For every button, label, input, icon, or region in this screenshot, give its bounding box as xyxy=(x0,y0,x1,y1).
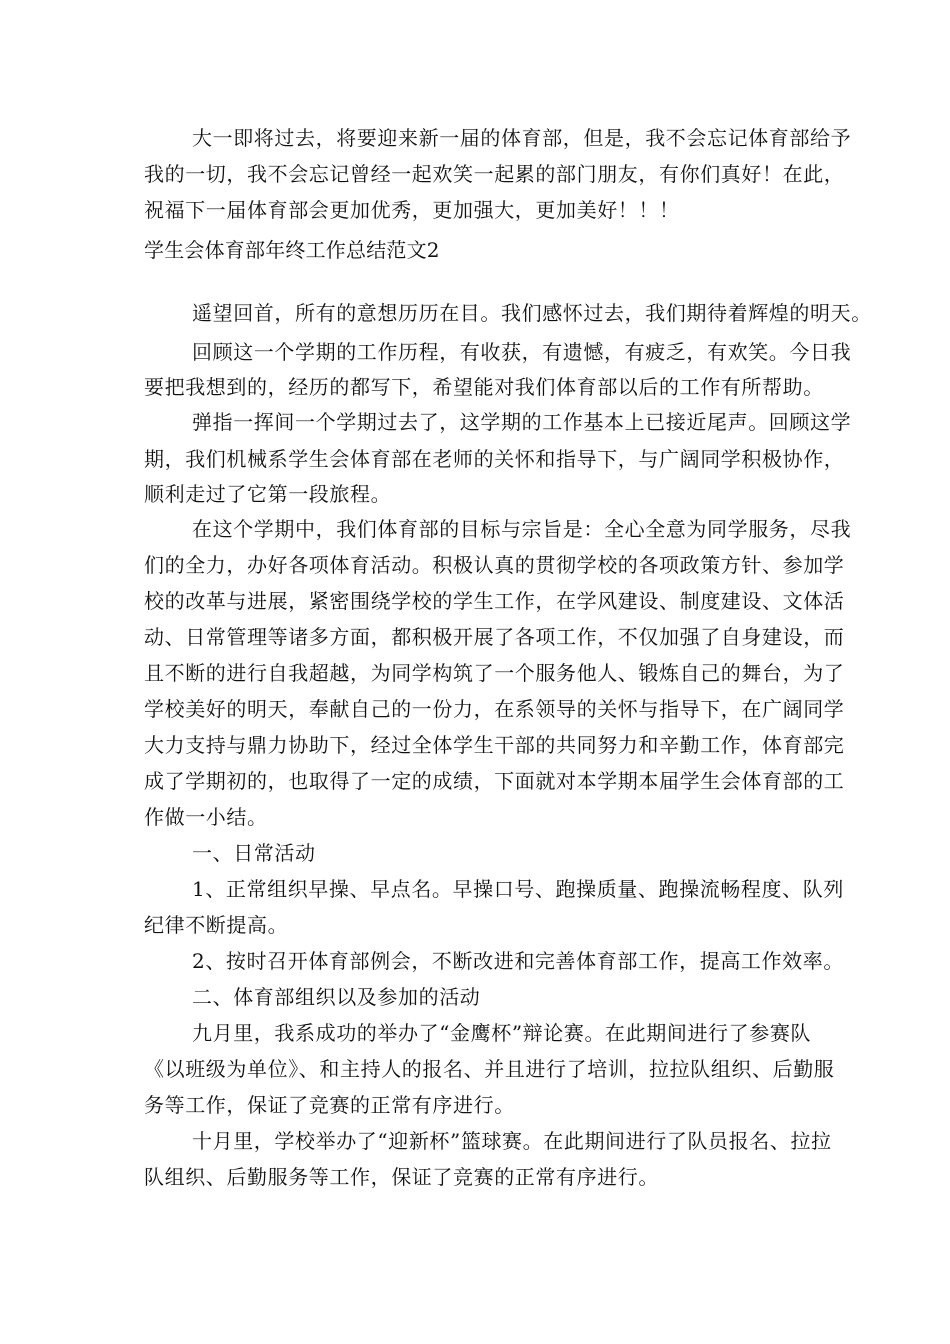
text-line: 队组织、后勤服务等工作，保证了竞赛的正常有序进行。 xyxy=(144,1165,659,1189)
text-line: 顺利走过了它第一段旅程。 xyxy=(144,482,392,506)
text-line: 学校美好的明天，奉献自己的一份力，在系领导的关怀与指导下，在广阔同学 xyxy=(144,697,845,721)
text-line: 九月里，我系成功的举办了“金鹰杯”辩论赛。在此期间进行了参赛队 xyxy=(192,1021,812,1045)
text-line: 校的改革与进展，紧密围绕学校的学生工作，在学风建设、制度建设、文体活 xyxy=(144,589,845,613)
text-line: 们的全力，办好各项体育活动。积极认真的贯彻学校的各项政策方针、参加学 xyxy=(144,553,845,577)
text-line: 回顾这一个学期的工作历程，有收获，有遗憾，有疲乏，有欢笑。今日我 xyxy=(192,340,852,364)
text-line: 大力支持与鼎力协助下，经过全体学生干部的共同努力和辛勤工作，体育部完 xyxy=(144,733,845,757)
text-line: 期，我们机械系学生会体育部在老师的关怀和指导下，与广阔同学积极协作， xyxy=(144,447,845,471)
section-heading: 一、日常活动 xyxy=(192,841,316,865)
text-line: 十月里，学校举办了“迎新杯”篮球赛。在此期间进行了队员报名、拉拉 xyxy=(192,1129,832,1153)
text-line: 《以班级为单位》、和主持人的报名、并且进行了培训，拉拉队组织、后勤服 xyxy=(144,1057,835,1081)
text-line: 大一即将过去，将要迎来新一届的体育部，但是，我不会忘记体育部给予 xyxy=(192,126,852,150)
text-line: 2、按时召开体育部例会，不断改进和完善体育部工作，提高工作效率。 xyxy=(192,949,844,973)
text-line: 动、日常管理等诸多方面，都积极开展了各项工作，不仅加强了自身建设，而 xyxy=(144,625,845,649)
text-line: 弹指一挥间一个学期过去了，这学期的工作基本上已接近尾声。回顾这学 xyxy=(192,410,852,434)
text-line: 纪律不断提高。 xyxy=(144,913,289,937)
section-heading: 二、体育部组织以及参加的活动 xyxy=(192,985,481,1009)
text-line: 务等工作，保证了竞赛的正常有序进行。 xyxy=(144,1093,515,1117)
text-line: 遥望回首，所有的意想历历在目。我们感怀过去，我们期待着辉煌的明天。 xyxy=(192,301,872,325)
text-line: 作做一小结。 xyxy=(144,805,268,829)
text-line: 祝福下一届体育部会更加优秀，更加强大，更加美好！！！ xyxy=(144,198,680,222)
text-line: 1、正常组织早操、早点名。早操口号、跑操质量、跑操流畅程度、队列 xyxy=(192,877,844,901)
text-line: 且不断的进行自我超越，为同学构筑了一个服务他人、锻炼自己的舞台，为了 xyxy=(144,661,845,685)
section-title: 学生会体育部年终工作总结范文2 xyxy=(144,238,440,262)
text-line: 成了学期初的，也取得了一定的成绩，下面就对本学期本届学生会体育部的工 xyxy=(144,769,845,793)
text-line: 要把我想到的，经历的都写下，希望能对我们体育部以后的工作有所帮助。 xyxy=(144,375,824,399)
text-line: 在这个学期中，我们体育部的目标与宗旨是：全心全意为同学服务，尽我 xyxy=(192,517,852,541)
text-line: 我的一切，我不会忘记曾经一起欢笑一起累的部门朋友，有你们真好！在此， xyxy=(144,162,845,186)
